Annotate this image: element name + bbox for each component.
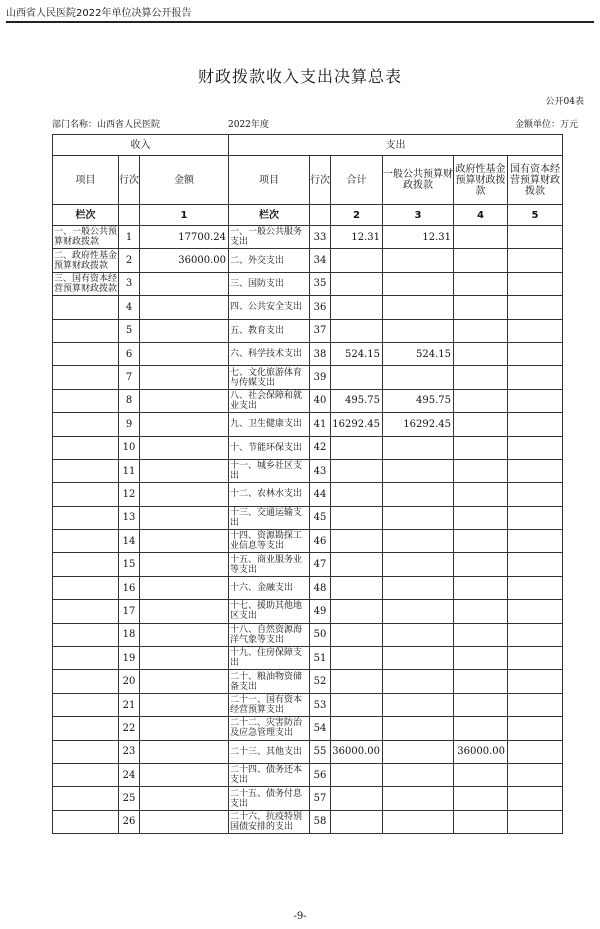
income-item: 三、国有资本经营预算财政拨款 bbox=[54, 273, 118, 294]
expense-capital bbox=[508, 506, 563, 529]
expense-item: 二十五、债务付息支出 bbox=[229, 787, 310, 810]
expense-total bbox=[331, 693, 383, 716]
income-line: 13 bbox=[119, 506, 140, 529]
income-amount bbox=[140, 459, 229, 482]
expense-capital bbox=[508, 296, 563, 319]
department-name: 部门名称：山西省人民医院 bbox=[52, 120, 161, 130]
expense-capital bbox=[508, 763, 563, 786]
expense-line: 37 bbox=[310, 319, 331, 342]
expense-capital bbox=[508, 366, 563, 389]
table-row bbox=[53, 272, 563, 295]
expense-capital bbox=[508, 623, 563, 646]
income-line: 9 bbox=[119, 413, 140, 436]
expense-item: 十、节能环保支出 bbox=[229, 436, 310, 459]
expense-line: 41 bbox=[310, 413, 331, 436]
expense-fund bbox=[454, 319, 508, 342]
col-header-capital: 国有资本经营预算财政拨款 bbox=[508, 156, 563, 205]
expense-capital bbox=[508, 226, 563, 249]
report-title: 财政拨款收入支出决算总表 bbox=[197, 67, 402, 86]
expense-capital bbox=[508, 272, 563, 295]
expense-item: 二十二、灾害防治及应急管理支出 bbox=[229, 717, 310, 740]
income-amount bbox=[140, 647, 229, 670]
report-year: 2022年度 bbox=[228, 120, 269, 130]
income-line: 14 bbox=[119, 530, 140, 553]
expense-general bbox=[383, 249, 454, 272]
table-row bbox=[53, 763, 563, 786]
income-item bbox=[53, 600, 119, 623]
expense-line: 55 bbox=[310, 740, 331, 763]
expense-fund bbox=[454, 600, 508, 623]
expense-item: 六、科学技术支出 bbox=[229, 342, 310, 365]
expense-fund bbox=[454, 810, 508, 833]
expense-general bbox=[383, 576, 454, 599]
col-number-1: 1 bbox=[140, 205, 229, 226]
income-amount bbox=[140, 506, 229, 529]
expense-fund bbox=[454, 717, 508, 740]
table-row bbox=[53, 717, 563, 740]
expense-line: 40 bbox=[310, 389, 331, 412]
expense-total bbox=[331, 272, 383, 295]
expense-general bbox=[383, 272, 454, 295]
expense-total bbox=[331, 366, 383, 389]
expense-fund bbox=[454, 670, 508, 693]
income-item bbox=[53, 576, 119, 599]
income-amount bbox=[140, 810, 229, 833]
table-row bbox=[53, 810, 563, 833]
header-rule bbox=[6, 21, 594, 23]
expense-capital bbox=[508, 576, 563, 599]
table-row bbox=[53, 296, 563, 319]
expense-general bbox=[383, 296, 454, 319]
expense-line: 38 bbox=[310, 342, 331, 365]
col-header-item: 项目 bbox=[53, 156, 119, 205]
table-row bbox=[53, 600, 563, 623]
income-item bbox=[53, 787, 119, 810]
amount-unit: 金额单位：万元 bbox=[514, 120, 578, 130]
expense-total bbox=[331, 647, 383, 670]
table-row bbox=[53, 436, 563, 459]
expense-capital bbox=[508, 319, 563, 342]
income-item bbox=[53, 389, 119, 412]
expense-total bbox=[331, 553, 383, 576]
table-row bbox=[53, 506, 563, 529]
income-amount bbox=[140, 272, 229, 295]
expense-total: 16292.45 bbox=[331, 413, 383, 436]
table-row bbox=[53, 787, 563, 810]
expense-line: 54 bbox=[310, 717, 331, 740]
expense-line: 44 bbox=[310, 483, 331, 506]
expense-line: 47 bbox=[310, 553, 331, 576]
expense-item: 四、公共安全支出 bbox=[229, 296, 310, 319]
expense-general bbox=[383, 506, 454, 529]
expense-total bbox=[331, 296, 383, 319]
expense-capital bbox=[508, 483, 563, 506]
income-amount bbox=[140, 296, 229, 319]
expense-item: 九、卫生健康支出 bbox=[229, 413, 310, 436]
expense-total bbox=[331, 670, 383, 693]
expense-fund bbox=[454, 413, 508, 436]
expense-capital bbox=[508, 740, 563, 763]
income-line: 23 bbox=[119, 740, 140, 763]
expense-general bbox=[383, 740, 454, 763]
expense-total bbox=[331, 623, 383, 646]
col-number-5: 5 bbox=[508, 205, 563, 226]
table-row bbox=[53, 623, 563, 646]
income-amount bbox=[140, 740, 229, 763]
income-line: 21 bbox=[119, 693, 140, 716]
income-line: 17 bbox=[119, 600, 140, 623]
expense-fund bbox=[454, 763, 508, 786]
income-amount bbox=[140, 693, 229, 716]
expense-fund bbox=[454, 647, 508, 670]
expense-capital bbox=[508, 693, 563, 716]
expense-line: 39 bbox=[310, 366, 331, 389]
expense-capital bbox=[508, 553, 563, 576]
income-item bbox=[53, 483, 119, 506]
expense-general: 12.31 bbox=[383, 226, 454, 249]
expense-fund bbox=[454, 249, 508, 272]
page-number: -9- bbox=[293, 911, 307, 922]
col-number-2: 2 bbox=[331, 205, 383, 226]
income-line: 8 bbox=[119, 389, 140, 412]
expense-general bbox=[383, 483, 454, 506]
expense-total bbox=[331, 576, 383, 599]
income-item bbox=[53, 413, 119, 436]
income-header: 收入 bbox=[53, 135, 229, 156]
expense-general bbox=[383, 787, 454, 810]
col-header-total: 合计 bbox=[331, 156, 383, 205]
income-item bbox=[53, 670, 119, 693]
table-row bbox=[53, 249, 563, 272]
expense-fund bbox=[454, 342, 508, 365]
expense-line: 50 bbox=[310, 623, 331, 646]
expense-general: 524.15 bbox=[383, 342, 454, 365]
expense-total bbox=[331, 436, 383, 459]
expense-line: 51 bbox=[310, 647, 331, 670]
expense-line: 46 bbox=[310, 530, 331, 553]
expense-capital bbox=[508, 459, 563, 482]
expense-total bbox=[331, 530, 383, 553]
expense-item: 二十一、国有资本经营预算支出 bbox=[229, 693, 310, 716]
table-row bbox=[53, 530, 563, 553]
expense-fund bbox=[454, 272, 508, 295]
income-amount bbox=[140, 413, 229, 436]
expense-capital bbox=[508, 787, 563, 810]
income-line: 5 bbox=[119, 319, 140, 342]
income-line: 4 bbox=[119, 296, 140, 319]
expense-general bbox=[383, 366, 454, 389]
expense-capital bbox=[508, 647, 563, 670]
expense-item: 二十、粮油物资储备支出 bbox=[229, 670, 310, 693]
expense-line: 52 bbox=[310, 670, 331, 693]
table-row bbox=[53, 670, 563, 693]
expense-item: 二十四、债务还本支出 bbox=[229, 763, 310, 786]
col-number-blank2 bbox=[310, 205, 331, 226]
expense-fund bbox=[454, 506, 508, 529]
expense-item: 十八、自然资源海洋气象等支出 bbox=[229, 623, 310, 646]
expense-total: 12.31 bbox=[331, 226, 383, 249]
expense-line: 48 bbox=[310, 576, 331, 599]
expense-item: 二、外交支出 bbox=[229, 249, 310, 272]
table-row bbox=[53, 319, 563, 342]
expense-fund bbox=[454, 296, 508, 319]
expense-item: 十九、住房保障支出 bbox=[229, 647, 310, 670]
income-amount bbox=[140, 600, 229, 623]
expense-general bbox=[383, 553, 454, 576]
expense-general bbox=[383, 670, 454, 693]
fiscal-appropriation-table bbox=[52, 134, 563, 834]
income-item bbox=[53, 623, 119, 646]
expense-item: 二十六、抗疫特别国债安排的支出 bbox=[229, 810, 310, 833]
expense-capital bbox=[508, 600, 563, 623]
expense-fund bbox=[454, 623, 508, 646]
document-header: 山西省人民医院2022年单位决算公开报告 bbox=[6, 8, 192, 19]
expense-fund bbox=[454, 576, 508, 599]
income-amount bbox=[140, 763, 229, 786]
table-row bbox=[53, 413, 563, 436]
expense-total: 495.75 bbox=[331, 389, 383, 412]
expense-item: 十一、城乡社区支出 bbox=[229, 459, 310, 482]
table-row bbox=[53, 693, 563, 716]
income-item bbox=[53, 342, 119, 365]
income-amount: 17700.24 bbox=[140, 226, 229, 249]
expense-total: 524.15 bbox=[331, 342, 383, 365]
expense-fund bbox=[454, 787, 508, 810]
expense-item: 五、教育支出 bbox=[229, 319, 310, 342]
income-line: 20 bbox=[119, 670, 140, 693]
income-amount bbox=[140, 483, 229, 506]
income-line: 19 bbox=[119, 647, 140, 670]
expense-item: 十五、商业服务业等支出 bbox=[229, 553, 310, 576]
form-number: 公开04表 bbox=[545, 97, 584, 107]
income-amount bbox=[140, 623, 229, 646]
col-header-fund: 政府性基金预算财政拨款 bbox=[454, 156, 508, 205]
expense-item: 十四、资源勘探工业信息等支出 bbox=[229, 530, 310, 553]
expense-line: 35 bbox=[310, 272, 331, 295]
expense-fund: 36000.00 bbox=[454, 740, 508, 763]
expense-line: 43 bbox=[310, 459, 331, 482]
expense-capital bbox=[508, 413, 563, 436]
income-amount bbox=[140, 530, 229, 553]
col-header-item2: 项目 bbox=[229, 156, 310, 205]
expense-general bbox=[383, 600, 454, 623]
expense-line: 53 bbox=[310, 693, 331, 716]
expense-item: 二十三、其他支出 bbox=[229, 740, 310, 763]
expense-line: 57 bbox=[310, 787, 331, 810]
expense-fund bbox=[454, 226, 508, 249]
expense-total bbox=[331, 787, 383, 810]
expense-general: 16292.45 bbox=[383, 413, 454, 436]
income-item bbox=[53, 553, 119, 576]
table-row bbox=[53, 553, 563, 576]
expense-general bbox=[383, 693, 454, 716]
income-item bbox=[53, 366, 119, 389]
expense-fund bbox=[454, 553, 508, 576]
col-header-amount: 金额 bbox=[140, 156, 229, 205]
expense-line: 58 bbox=[310, 810, 331, 833]
expense-total bbox=[331, 506, 383, 529]
col-number-label2: 栏次 bbox=[229, 205, 310, 226]
expense-total bbox=[331, 600, 383, 623]
income-item bbox=[53, 530, 119, 553]
expense-capital bbox=[508, 530, 563, 553]
col-number-4: 4 bbox=[454, 205, 508, 226]
expense-fund bbox=[454, 483, 508, 506]
income-line: 1 bbox=[119, 226, 140, 249]
income-item: 一、一般公共预算财政拨款 bbox=[54, 227, 118, 248]
table-row bbox=[53, 576, 563, 599]
income-item bbox=[53, 717, 119, 740]
income-line: 22 bbox=[119, 717, 140, 740]
expense-general bbox=[383, 623, 454, 646]
expense-fund bbox=[454, 459, 508, 482]
expense-line: 34 bbox=[310, 249, 331, 272]
income-amount bbox=[140, 319, 229, 342]
expense-total bbox=[331, 717, 383, 740]
income-item: 二、政府性基金预算财政拨款 bbox=[54, 250, 118, 271]
expense-general bbox=[383, 459, 454, 482]
expense-fund bbox=[454, 530, 508, 553]
expense-total bbox=[331, 763, 383, 786]
expense-item: 七、文化旅游体育与传媒支出 bbox=[229, 366, 310, 389]
expense-fund bbox=[454, 436, 508, 459]
expense-total bbox=[331, 459, 383, 482]
expense-item: 八、社会保障和就业支出 bbox=[229, 389, 310, 412]
income-line: 15 bbox=[119, 553, 140, 576]
expense-general bbox=[383, 436, 454, 459]
col-number-label: 栏次 bbox=[53, 205, 119, 226]
expense-general: 495.75 bbox=[383, 389, 454, 412]
expense-capital bbox=[508, 670, 563, 693]
expense-line: 49 bbox=[310, 600, 331, 623]
expense-general bbox=[383, 810, 454, 833]
income-line: 12 bbox=[119, 483, 140, 506]
income-item bbox=[53, 319, 119, 342]
expense-general bbox=[383, 717, 454, 740]
col-header-line2: 行次 bbox=[310, 156, 331, 205]
table-row bbox=[53, 740, 563, 763]
col-header-general: 一般公共预算财政拨款 bbox=[383, 156, 454, 205]
expense-capital bbox=[508, 249, 563, 272]
col-header-line: 行次 bbox=[119, 156, 140, 205]
income-line: 3 bbox=[119, 272, 140, 295]
expense-item: 十六、金融支出 bbox=[229, 576, 310, 599]
expense-line: 42 bbox=[310, 436, 331, 459]
income-line: 16 bbox=[119, 576, 140, 599]
income-line: 26 bbox=[119, 810, 140, 833]
expense-fund bbox=[454, 366, 508, 389]
income-line: 24 bbox=[119, 763, 140, 786]
income-item bbox=[53, 436, 119, 459]
expense-item: 一、一般公共服务支出 bbox=[229, 226, 310, 249]
income-item bbox=[53, 763, 119, 786]
table-row bbox=[53, 483, 563, 506]
income-amount bbox=[140, 670, 229, 693]
income-item bbox=[53, 693, 119, 716]
expense-total bbox=[331, 249, 383, 272]
expense-line: 56 bbox=[310, 763, 331, 786]
income-amount bbox=[140, 436, 229, 459]
income-amount bbox=[140, 366, 229, 389]
expense-capital bbox=[508, 717, 563, 740]
expense-capital bbox=[508, 436, 563, 459]
table-row bbox=[53, 342, 563, 365]
income-item bbox=[53, 647, 119, 670]
expense-total: 36000.00 bbox=[331, 740, 383, 763]
expense-total bbox=[331, 483, 383, 506]
expense-total bbox=[331, 319, 383, 342]
expense-capital bbox=[508, 810, 563, 833]
expense-line: 33 bbox=[310, 226, 331, 249]
expense-general bbox=[383, 319, 454, 342]
expense-general bbox=[383, 647, 454, 670]
income-amount bbox=[140, 342, 229, 365]
expense-fund bbox=[454, 693, 508, 716]
income-line: 7 bbox=[119, 366, 140, 389]
expense-item: 十七、援助其他地区支出 bbox=[229, 600, 310, 623]
income-amount bbox=[140, 787, 229, 810]
income-item bbox=[53, 740, 119, 763]
col-number-blank bbox=[119, 205, 140, 226]
expense-line: 36 bbox=[310, 296, 331, 319]
table-row bbox=[53, 647, 563, 670]
expense-header: 支出 bbox=[229, 135, 563, 156]
table-row bbox=[53, 389, 563, 412]
income-line: 2 bbox=[119, 249, 140, 272]
expense-capital bbox=[508, 389, 563, 412]
col-number-3: 3 bbox=[383, 205, 454, 226]
income-amount bbox=[140, 553, 229, 576]
expense-total bbox=[331, 810, 383, 833]
table-row bbox=[53, 366, 563, 389]
income-amount bbox=[140, 717, 229, 740]
income-item bbox=[53, 810, 119, 833]
income-item bbox=[53, 506, 119, 529]
expense-general bbox=[383, 763, 454, 786]
table-row bbox=[53, 459, 563, 482]
expense-item: 三、国防支出 bbox=[229, 272, 310, 295]
expense-fund bbox=[454, 389, 508, 412]
table-row bbox=[53, 226, 563, 249]
expense-capital bbox=[508, 342, 563, 365]
income-item bbox=[53, 296, 119, 319]
income-line: 18 bbox=[119, 623, 140, 646]
income-amount bbox=[140, 389, 229, 412]
expense-item: 十三、交通运输支出 bbox=[229, 506, 310, 529]
income-amount: 36000.00 bbox=[140, 249, 229, 272]
income-item bbox=[53, 459, 119, 482]
expense-item: 十二、农林水支出 bbox=[229, 483, 310, 506]
income-amount bbox=[140, 576, 229, 599]
income-line: 25 bbox=[119, 787, 140, 810]
expense-general bbox=[383, 530, 454, 553]
income-line: 6 bbox=[119, 342, 140, 365]
income-line: 11 bbox=[119, 459, 140, 482]
income-line: 10 bbox=[119, 436, 140, 459]
expense-line: 45 bbox=[310, 506, 331, 529]
